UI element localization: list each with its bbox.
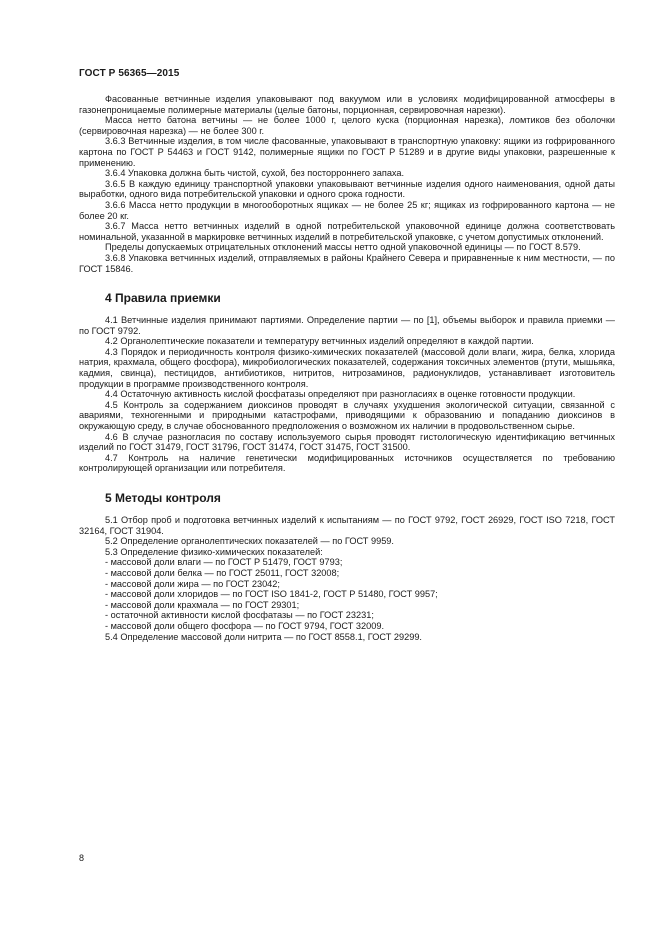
list-item: - массовой доли влаги — по ГОСТ Р 51479, ГОСТ 9793;	[105, 557, 343, 568]
paragraph: 3.6.3 Ветчинные изделия, в том числе фасованные, упаковывают в транспортную упаковку: ящики из гофрированного картона по ГОСТ Р 54463 и ГОСТ 9142, полимерные ящики по ГОСТ Р 51289 и в другие виды упаковки, разрешенные к применению.	[79, 136, 615, 168]
paragraph: 5.1 Отбор проб и подготовка ветчинных изделий к испытаниям — по ГОСТ 9792, ГОСТ 26929, ГОСТ ISO 7218, ГОСТ 32164, ГОСТ 31904.	[79, 515, 615, 536]
section-5	[79, 515, 615, 642]
list-item: - массовой доли общего фосфора — по ГОСТ 9794, ГОСТ 32009.	[105, 620, 384, 631]
paragraph: 4.6 В случае разногласия по составу используемого сырья проводят гистологическую идентификацию ветчинных изделий по ГОСТ 31479, ГОСТ 31796, ГОСТ 31474, ГОСТ 31475, ГОСТ 31500.	[79, 431, 615, 453]
section-4-heading: 4 Правила приемки	[105, 291, 221, 306]
section-5-heading: 5 Методы контроля	[105, 491, 221, 505]
paragraph: 3.6.4 Упаковка должна быть чистой, сухой, без посторроннего запаха.	[105, 168, 405, 179]
paragraph: 3.6.8 Упаковка ветчинных изделий, отправляемых в районы Крайнего Севера и приравненные к ним местности, — по ГОСТ 15846.	[79, 252, 615, 274]
paragraph: 5.3 Определение физико-химических показателей:	[105, 546, 323, 557]
physico-chemical-list	[79, 557, 615, 631]
list-item: - массовой доли белка — по ГОСТ 25011, ГОСТ 32008;	[105, 567, 340, 578]
page-body	[79, 94, 615, 642]
document-header: ГОСТ Р 56365—2015	[79, 68, 180, 79]
paragraph: 4.1 Ветчинные изделия принимают партиями. Определение партии — по [1], объемы выборок и правила приемки — по ГОСТ 9792.	[79, 315, 615, 336]
list-item: - массовой доли крахмала — по ГОСТ 29301;	[105, 599, 300, 610]
paragraph: Фасованные ветчинные изделия упаковывают под вакуумом или в условиях модифицированной атмосферы в газонепроницаемые полимерные материалы (целые батоны, порционная, сервировочная нарезки).	[79, 94, 615, 115]
paragraph: 5.4 Определение массовой доли нитрита — по ГОСТ 8558.1, ГОСТ 29299.	[105, 631, 422, 642]
paragraph: 4.5 Контроль за содержанием диоксинов проводят в случаях ухудшения экологической ситуации, связанной с авариями, техногенными и природными катастрофами, приводящими к образованию и попаданию диоксинов в окружающую среду, в случае обоснованного предположения о возможном их наличии в продовольственном сырье.	[79, 399, 615, 432]
section-3-tail	[79, 94, 615, 274]
list-item: - массовой доли жира — по ГОСТ 23042;	[105, 578, 280, 589]
paragraph: 5.2 Определение органолептических показателей — по ГОСТ 9959.	[105, 536, 394, 547]
paragraph: 3.6.5 В каждую единицу транспортной упаковки упаковывают ветчинные изделия одного наименования, одной даты выработки, одного вида потребительской упаковки и одного срока годности.	[79, 178, 615, 200]
paragraph: Пределы допускаемых отрицательных отклонений массы нетто одной упаковочной единицы — по ГОСТ 8.579.	[105, 242, 581, 253]
section-4	[79, 315, 615, 474]
page-number: 8	[79, 853, 85, 863]
list-item: - массовой доли хлоридов — по ГОСТ ISO 1841-2, ГОСТ Р 51480, ГОСТ 9957;	[105, 589, 438, 600]
paragraph: 4.2 Органолептические показатели и температуру ветчинных изделий определяют в каждой партии.	[105, 336, 534, 347]
paragraph: 4.4 Остаточную активность кислой фосфатазы определяют при разногласиях в оценке готовности продукции.	[105, 389, 576, 400]
paragraph: Масса нетто батона ветчины — не более 1000 г, целого куска (порционная нарезка), ломтиков без оболочки (сервировочная нарезка) — не более 300 г.	[79, 115, 615, 136]
paragraph: 3.6.7 Масса нетто ветчинных изделий в одной потребительской упаковочной единице должна соответствовать номинальной, указанной в маркировке ветчинных изделий в потребительской упаковке, с учетом допустимых отклонений.	[79, 221, 615, 242]
paragraph: 4.3 Порядок и периодичность контроля физико-химических показателей (массовой доли влаги, жира, белка, хлорида натрия, крахмала, общего фосфора), микробиологических показателей, содержания токсичных элементов (ртути, мышьяка, кадмия, свинца), пестицидов, антибиотиков, нитритов, нитрозаминов, радионуклидов, устанавливает изготовитель продукции в программе производственного контроля.	[79, 346, 615, 389]
list-item: - остаточной активности кислой фосфатазы — по ГОСТ 23231;	[105, 610, 374, 621]
paragraph: 3.6.6 Масса нетто продукции в многооборотных ящиках — не более 25 кг; ящиках из гофрированного картона — не более 20 кг.	[79, 199, 615, 221]
paragraph: 4.7 Контроль на наличие генетически модифицированных источников осуществляется по требованию контролирующей организации или потребителя.	[79, 452, 615, 474]
